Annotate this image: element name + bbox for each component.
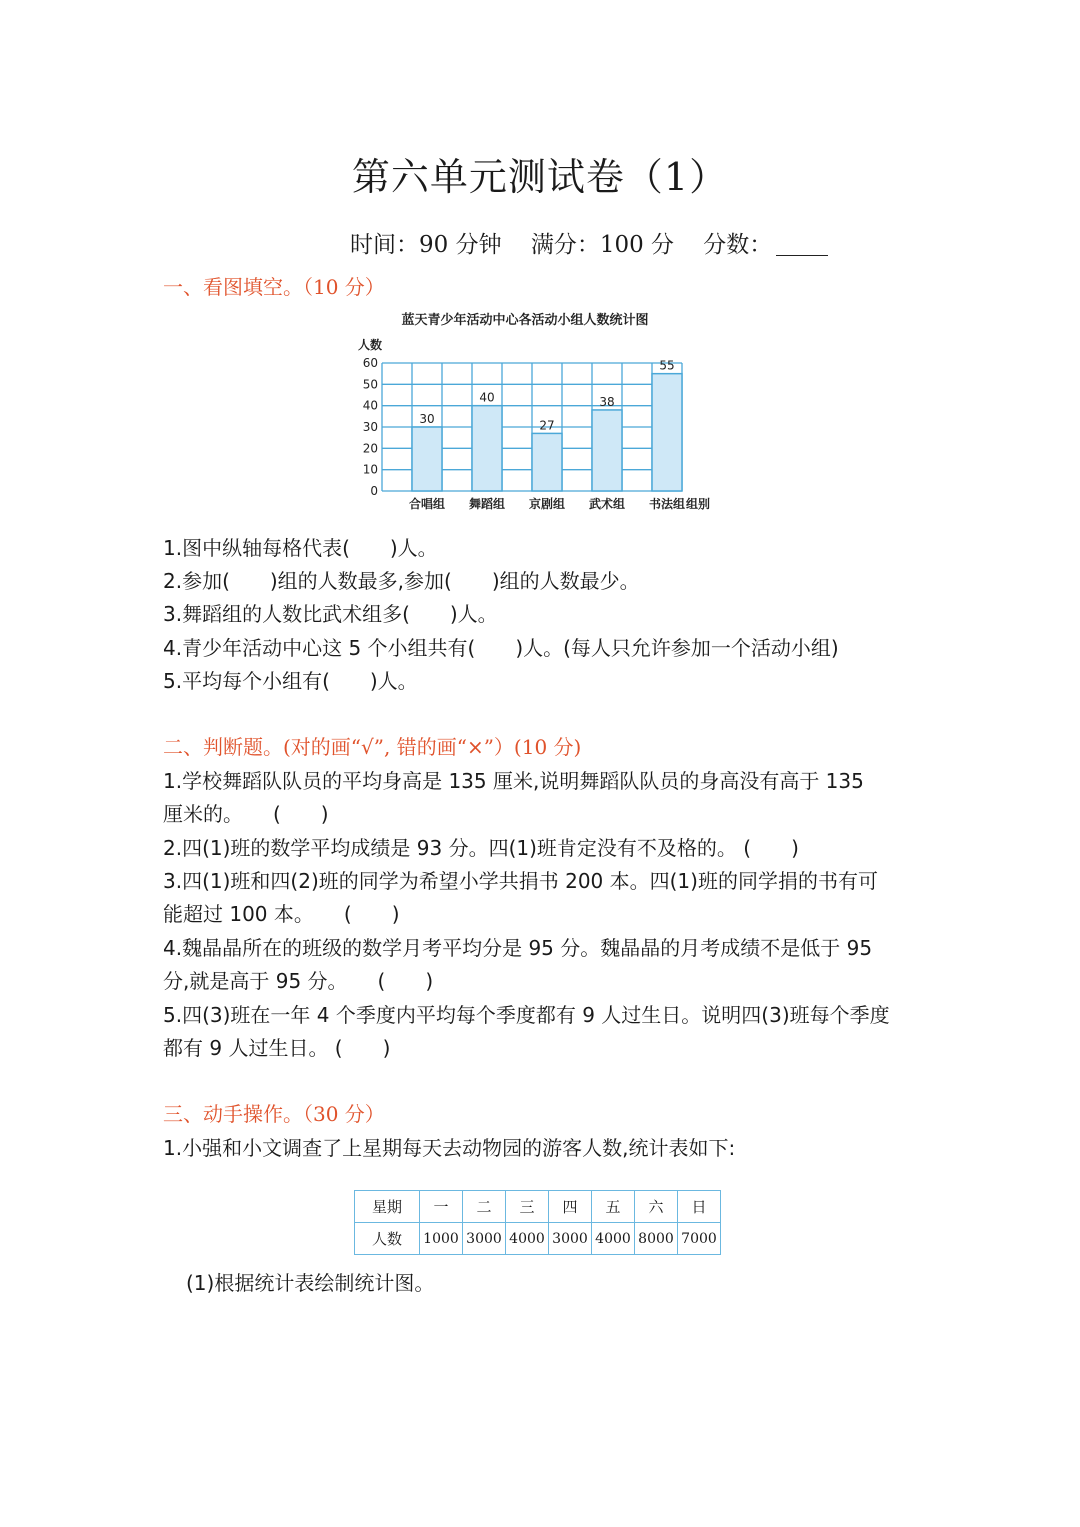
- table-cell: 二: [463, 1191, 506, 1223]
- s2-line-3: 2.四(1)班的数学平均成绩是 93 分。四(1)班肯定没有不及格的。 ( ): [163, 836, 799, 860]
- s2-line-8: 5.四(3)班在一年 4 个季度内平均每个季度都有 9 人过生日。说明四(3)班每个季度: [163, 1003, 890, 1027]
- s2-line-7: 分,就是高于 95 分。 ( ): [163, 969, 434, 993]
- bar: [592, 410, 622, 491]
- bar: [412, 427, 442, 491]
- table-cell: 三: [506, 1191, 549, 1223]
- s2-line-4: 3.四(1)班和四(2)班的同学为希望小学共捐书 200 本。四(1)班的同学捐的书有可: [163, 869, 878, 893]
- s1-question-1: 1.图中纵轴每格代表( )人。: [163, 536, 438, 560]
- visitor-table: [354, 1190, 721, 1255]
- table-cell: 1000: [420, 1223, 463, 1255]
- cross-mark: ×: [466, 735, 484, 759]
- s1-question-4: 4.青少年活动中心这 5 个小组共有( )人。(每人只允许参加一个活动小组): [163, 636, 839, 660]
- table-cell: 六: [635, 1191, 678, 1223]
- section2-heading-text: 二、判断题。(对的画“√”, 错的画“: [163, 735, 467, 759]
- table-cell: 五: [592, 1191, 635, 1223]
- table-cell: 一: [420, 1191, 463, 1223]
- y-tick-label: 20: [362, 441, 378, 456]
- section1-heading: 一、看图填空。（10 分）: [163, 275, 385, 299]
- y-tick-label: 40: [362, 398, 378, 413]
- table-cell: 8000: [635, 1223, 678, 1255]
- data-label: 30: [419, 412, 435, 426]
- table-header-cell: 星期: [355, 1191, 420, 1223]
- time-limit: 时间：90 分钟: [350, 232, 502, 258]
- y-axis-label: 人数: [358, 338, 383, 352]
- table-cell: 4000: [592, 1223, 635, 1255]
- data-label: 55: [659, 358, 675, 373]
- bar: [532, 433, 562, 491]
- table-cell: 7000: [678, 1223, 721, 1255]
- page-title: 第六单元测试卷（1）: [351, 155, 729, 199]
- data-label: 40: [479, 390, 495, 405]
- full-score: 满分：100 分: [530, 232, 675, 258]
- s1-question-2: 2.参加( )组的人数最多,参加( )组的人数最少。: [163, 569, 640, 593]
- section2-heading-tail: ”）(10 分): [483, 735, 582, 759]
- table-row: [355, 1223, 721, 1255]
- table-cell: 日: [678, 1191, 721, 1223]
- y-tick-label: 50: [362, 377, 378, 392]
- chart-title: 蓝天青少年活动中心各活动小组人数统计图: [401, 313, 649, 328]
- s2-line-2: 厘米的。 ( ): [163, 802, 329, 826]
- x-tick-label: 京剧组: [528, 497, 566, 511]
- table-row: [355, 1191, 721, 1223]
- data-label: 38: [599, 394, 615, 409]
- exam-meta: [350, 226, 828, 259]
- x-tick-label: 书法组: [648, 497, 686, 511]
- y-tick-label: 0: [370, 484, 378, 498]
- x-axis-label: 组别: [686, 497, 711, 511]
- bar-chart: [340, 305, 740, 520]
- y-tick-label: 60: [362, 356, 378, 370]
- score-blank: [776, 233, 828, 256]
- y-tick-label: 30: [362, 420, 378, 434]
- table-header-cell: 人数: [355, 1223, 420, 1255]
- score-label: 分数：: [703, 232, 773, 258]
- table-cell: 4000: [506, 1223, 549, 1255]
- s3-question-1: 1.小强和小文调查了上星期每天去动物园的游客人数,统计表如下:: [163, 1136, 736, 1160]
- s2-line-6: 4.魏晶晶所在的班级的数学月考平均分是 95 分。魏晶晶的月考成绩不是低于 95: [163, 936, 873, 960]
- s2-line-9: 都有 9 人过生日。 ( ): [163, 1036, 391, 1060]
- s1-question-5: 5.平均每个小组有( )人。: [163, 669, 418, 693]
- y-tick-label: 10: [362, 462, 378, 477]
- x-tick-label: 武术组: [588, 497, 626, 511]
- table-cell: 3000: [549, 1223, 592, 1255]
- x-tick-label: 合唱组: [408, 497, 446, 511]
- x-tick-label: 舞蹈组: [468, 497, 506, 511]
- s2-line-1: 1.学校舞蹈队队员的平均身高是 135 厘米,说明舞蹈队队员的身高没有高于 135: [163, 769, 864, 793]
- section3-heading: 三、动手操作。（30 分）: [163, 1102, 385, 1126]
- table-cell: 四: [549, 1191, 592, 1223]
- s1-question-3: 3.舞蹈组的人数比武术组多( )人。: [163, 602, 498, 626]
- s2-line-5: 能超过 100 本。 ( ): [163, 902, 400, 926]
- data-label: 27: [539, 418, 555, 433]
- s3-sub-question-1: (1)根据统计表绘制统计图。: [186, 1271, 435, 1295]
- bar: [652, 374, 682, 491]
- bar: [472, 406, 502, 491]
- table-cell: 3000: [463, 1223, 506, 1255]
- section2-heading: [163, 731, 581, 760]
